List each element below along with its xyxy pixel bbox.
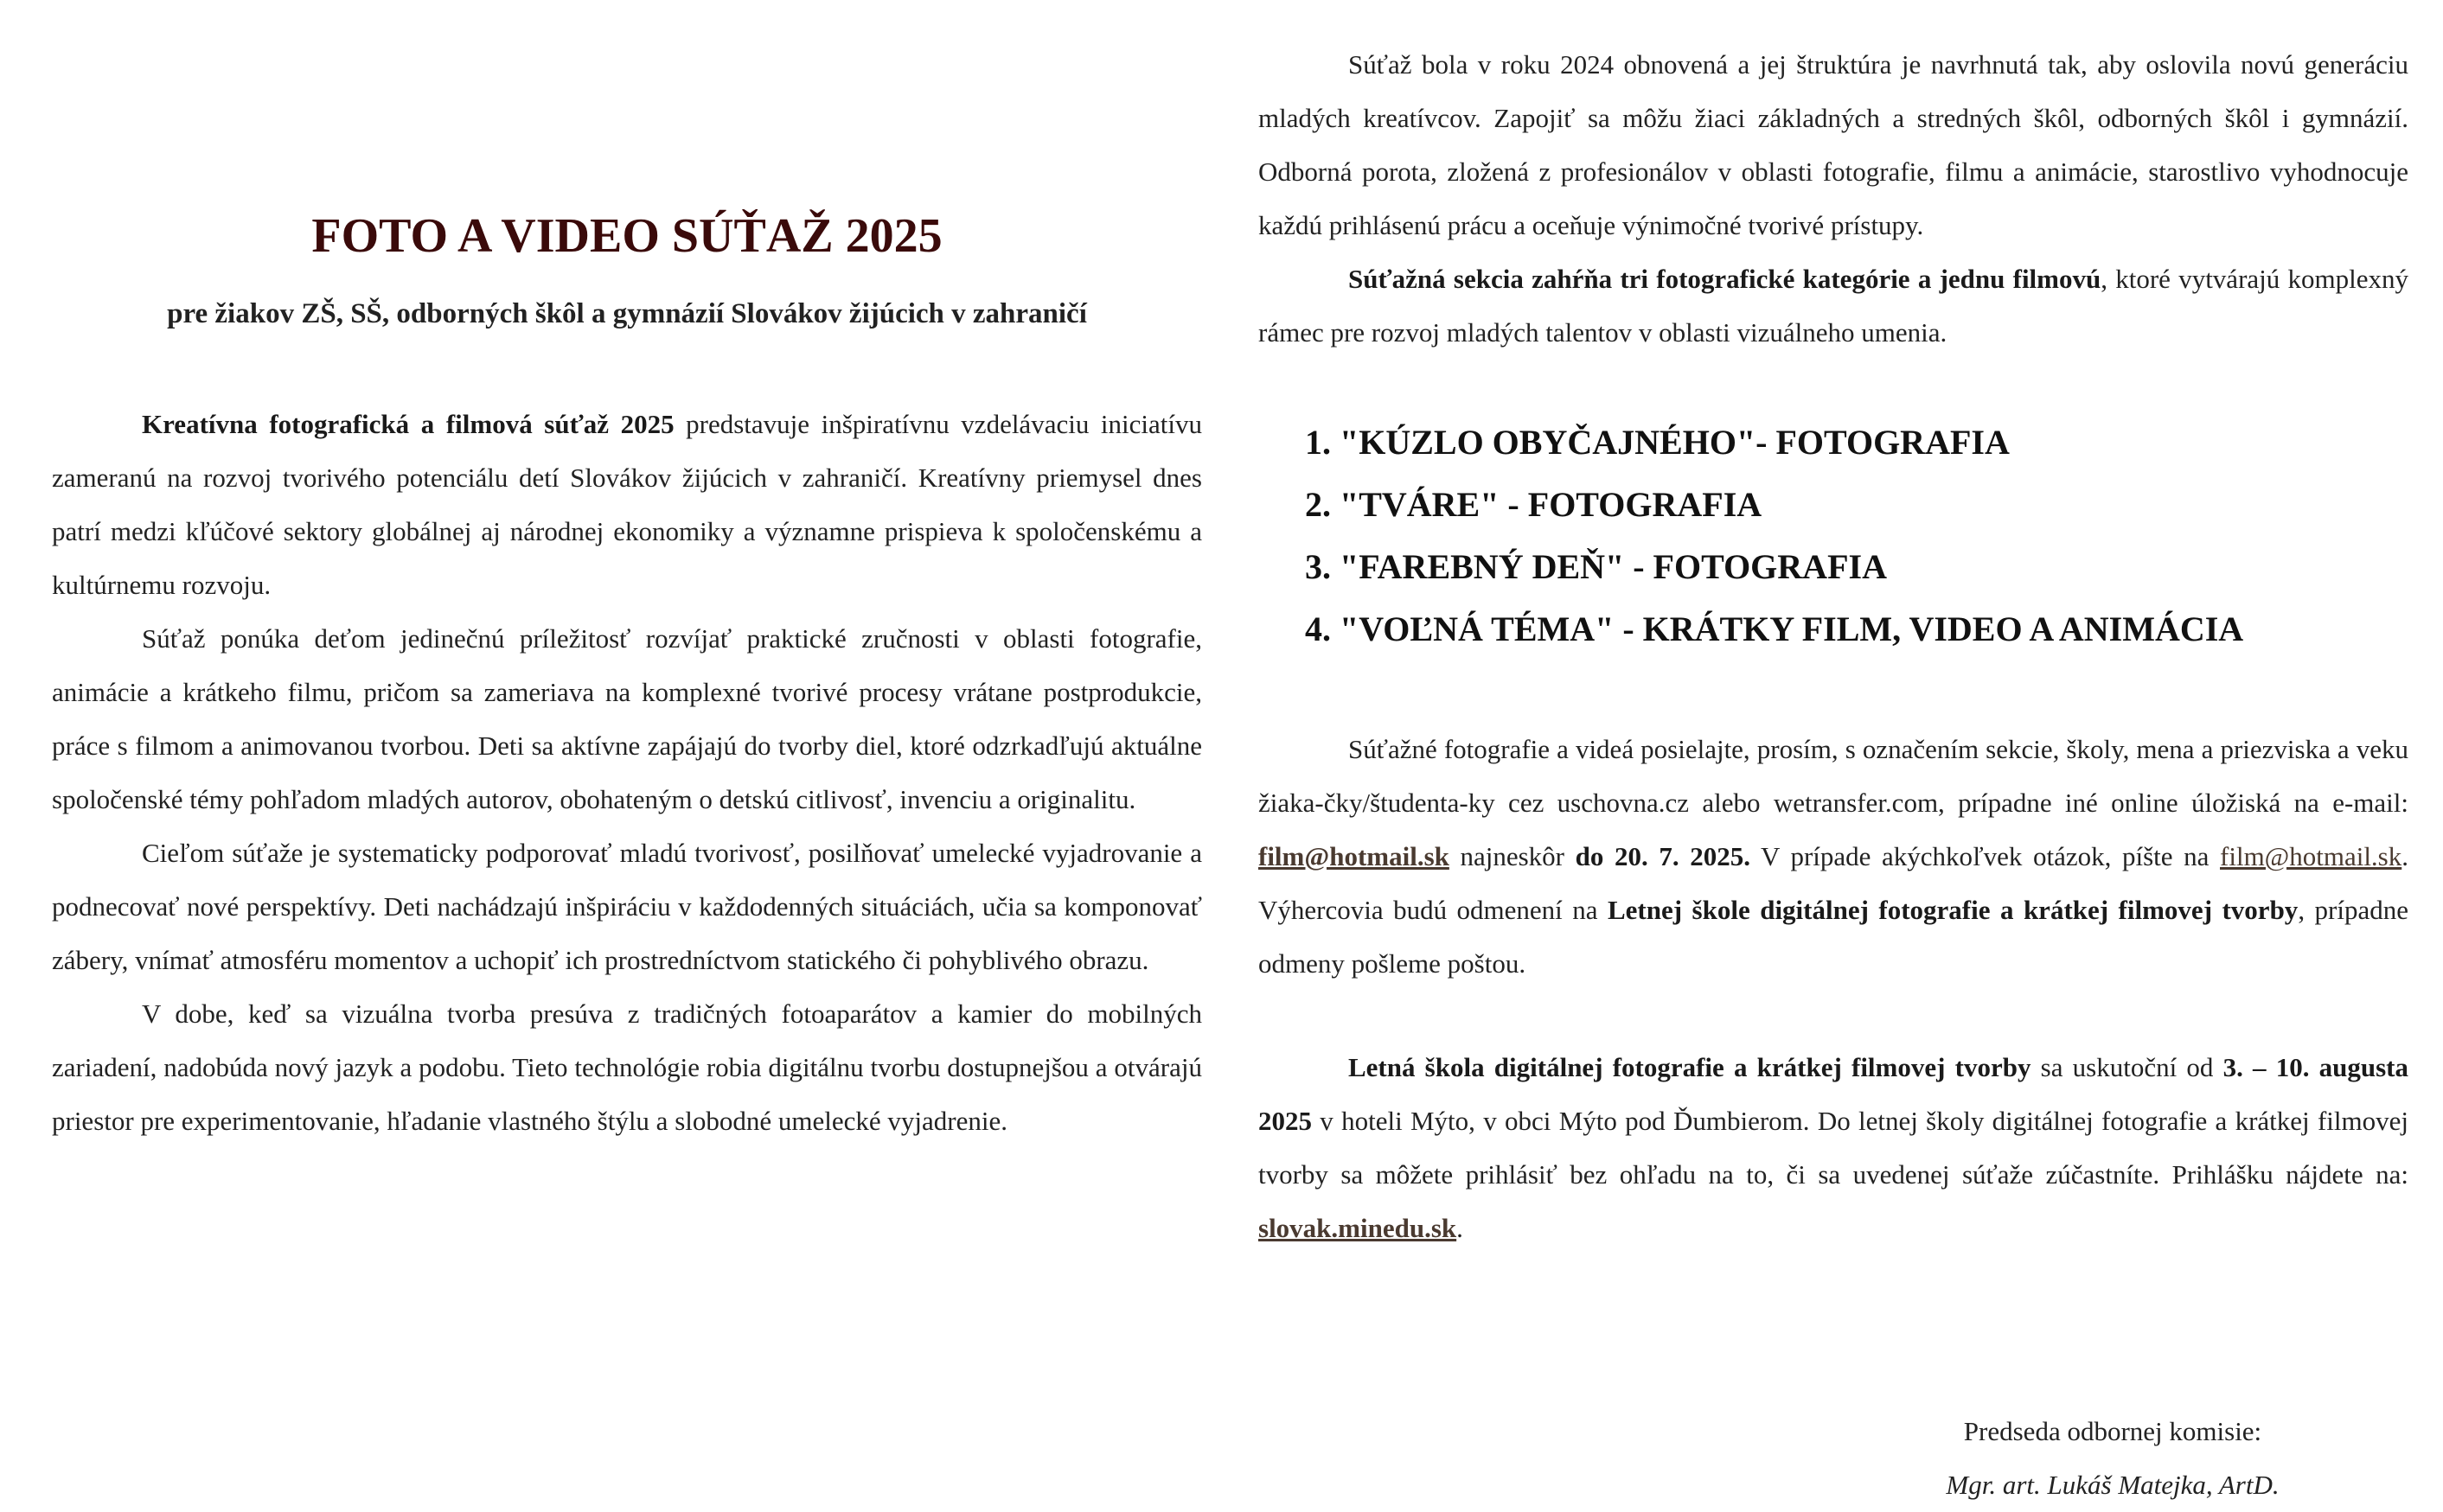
paragraph-section — [1258, 252, 2408, 360]
paragraph-renewal: Súťaž bola v roku 2024 obnovená a jej štruktúra je navrhnutá tak, aby oslovila novú generáciu mladých kreatívcov. Zapojiť sa môžu žiaci základných a stredných škôl, odborných škôl i gymnázií. Odborná porota, zložená z profesionálov v oblasti fotografie, filmu a animácie, starostlivo vyhodnocuje každú prihlásenú prácu a oceňuje výnimočné tvorivé prístupy. — [1258, 49, 2408, 240]
summer-school-bold: Letná škola digitálnej fotografie a krátkej filmovej tvorby — [1348, 1052, 2031, 1082]
category-item: 1. "KÚZLO OBYČAJNÉHO"- FOTOGRAFIA — [1305, 423, 2010, 462]
section-bold: Súťažná sekcia zahŕňa tri fotografické kategórie a jednu filmovú — [1348, 264, 2101, 294]
signature-block — [1888, 1405, 2337, 1512]
summer-school-text-b: v hoteli Mýto, v obci Mýto pod Ďumbierom. Do letnej školy digitálnej fotografie a krátkej filmovej tvorby sa môžete prihlásiť bez ohľadu na to, či sa uvedenej súťaže zúčastníte. Prihlášku nájdete na: — [1258, 1106, 2408, 1190]
paragraph-summer-school — [1258, 1041, 2408, 1255]
submission-text-d: . Výhercovia budú odmenení na — [1258, 841, 2408, 925]
paragraph-goal: Cieľom súťaže je systematicky podporovať mladú tvorivosť, posilňovať umelecké vyjadrovanie a podnecovať nové perspektívy. Deti nachádzajú inšpiráciu v každodenných situáciách, učia sa komponovať zábery, vnímať atmosféru momentov a uchopiť ich prostredníctvom statického či pohyblivého obrazu. — [52, 838, 1202, 975]
signature-role: Predseda odbornej komisie: — [1963, 1416, 2262, 1446]
submission-text-e: , prípadne odmeny pošleme poštou. — [1258, 895, 2408, 979]
intro-text: predstavuje inšpiratívnu vzdelávaciu iniciatívu zameranú na rozvoj tvorivého potenciálu detí Slovákov žijúcich v zahraničí. Kreatívny priemysel dnes patrí medzi kľúčové sektory globálnej aj národnej ekonomiky a významne prispieva k spoločenskému a kultúrnemu rozvoju. — [52, 409, 1202, 600]
signature-name: Mgr. art. Lukáš Matejka, ArtD. — [1946, 1470, 2280, 1500]
summer-school-name: Letnej škole digitálnej fotografie a krátkej filmovej tvorby — [1608, 895, 2299, 925]
deadline: do 20. 7. 2025. — [1575, 841, 1750, 871]
intro-bold: Kreatívna fotografická a filmová súťaž 2025 — [142, 409, 675, 439]
paragraph-technology: V dobe, keď sa vizuálna tvorba presúva z tradičných fotoaparátov a kamier do mobilných zariadení, nadobúda nový jazyk a podobu. Tieto technológie robia digitálnu tvorbu dostupnejšou a otvárajú priestor pre experimentovanie, hľadanie vlastného štýlu a slobodné umelecké vyjadrenie. — [52, 998, 1202, 1136]
summer-school-text-a: sa uskutoční od — [2031, 1052, 2223, 1082]
minedu-link[interactable]: slovak.minedu.sk — [1258, 1213, 1457, 1243]
category-list — [1258, 411, 2408, 660]
email-link[interactable]: film@hotmail.sk — [1258, 841, 1449, 871]
submission-text-a: Súťažné fotografie a videá posielajte, prosím, s označením sekcie, školy, mena a priezviska a veku žiaka-čky/študenta-ky cez uschovna.cz alebo wetransfer.com, prípadne iné online úložiská na e-mail: — [1258, 734, 2408, 818]
category-item: 3. "FAREBNÝ DEŇ" - FOTOGRAFIA — [1305, 547, 1887, 586]
section-text: , ktoré vytvárajú komplexný rámec pre rozvoj mladých talentov v oblasti vizuálneho umenia. — [1258, 264, 2408, 348]
category-item: 2. "TVÁRE" - FOTOGRAFIA — [1305, 485, 1762, 524]
category-item: 4. "VOĽNÁ TÉMA" - KRÁTKY FILM, VIDEO A ANIMÁCIA — [1305, 609, 2244, 648]
left-body — [52, 398, 1202, 1148]
submission-text-b: najneskôr — [1449, 841, 1576, 871]
paragraph-submission — [1258, 723, 2408, 991]
summer-school-text-c: . — [1456, 1213, 1463, 1243]
page-subtitle: pre žiakov ZŠ, SŠ, odborných škôl a gymnázií Slovákov žijúcich v zahraničí — [167, 298, 1087, 329]
intro-paragraph — [52, 398, 1202, 612]
summer-school-dates: 3. – 10. augusta 2025 — [1258, 1052, 2408, 1136]
email-link-secondary[interactable]: film@hotmail.sk — [2220, 841, 2402, 871]
paragraph-opportunity: Súťaž ponúka deťom jedinečnú príležitosť rozvíjať praktické zručnosti v oblasti fotografie, animácie a krátkeho filmu, pričom sa zameriava na komplexné tvorivé procesy vrátane postprodukcie, práce s filmom a animovanou tvorbou. Deti sa aktívne zapájajú do tvorby diel, ktoré odzrkadľujú aktuálne spoločenské témy pohľadom mladých autorov, obohateným o detskú citlivosť, invenciu a originalitu. — [52, 623, 1202, 814]
right-body — [1258, 38, 2408, 1255]
submission-text-c: V prípade akýchkoľvek otázok, píšte na — [1749, 841, 2221, 871]
page-title: FOTO A VIDEO SÚŤAŽ 2025 — [311, 209, 943, 263]
